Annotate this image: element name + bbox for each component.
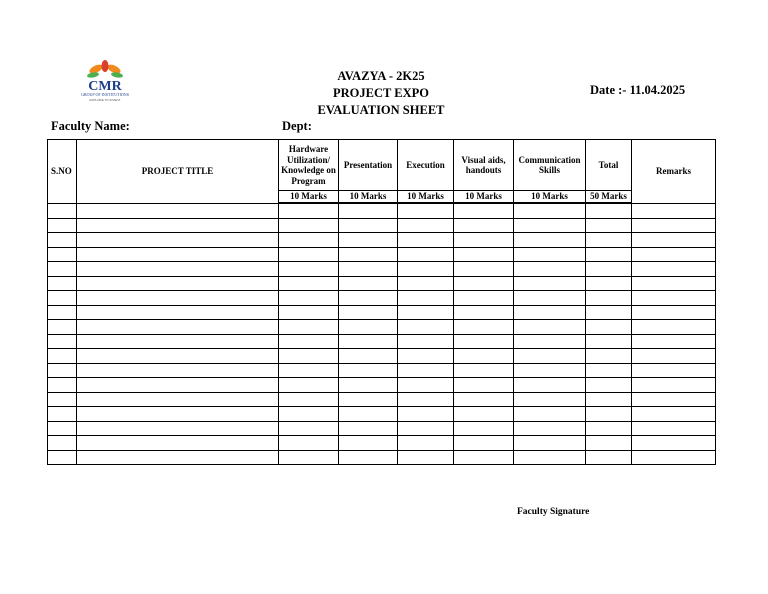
table-cell[interactable] bbox=[632, 276, 716, 291]
table-cell[interactable] bbox=[48, 363, 77, 378]
table-cell[interactable] bbox=[339, 218, 398, 233]
table-cell[interactable] bbox=[48, 233, 77, 248]
table-cell[interactable] bbox=[77, 349, 279, 364]
table-cell[interactable] bbox=[339, 233, 398, 248]
table-cell[interactable] bbox=[279, 233, 339, 248]
table-cell[interactable] bbox=[339, 363, 398, 378]
table-cell[interactable] bbox=[514, 363, 586, 378]
table-cell[interactable] bbox=[514, 276, 586, 291]
table-cell[interactable] bbox=[632, 320, 716, 335]
table-cell[interactable] bbox=[279, 392, 339, 407]
table-cell[interactable] bbox=[514, 392, 586, 407]
table-cell[interactable] bbox=[398, 407, 454, 422]
table-cell[interactable] bbox=[586, 247, 632, 262]
marks-hardware: 10 Marks bbox=[279, 191, 339, 204]
table-cell[interactable] bbox=[339, 450, 398, 465]
sheet-title bbox=[300, 68, 462, 119]
table-cell[interactable] bbox=[586, 218, 632, 233]
evaluation-table bbox=[47, 139, 716, 465]
table-cell[interactable] bbox=[632, 233, 716, 248]
table-cell[interactable] bbox=[586, 407, 632, 422]
table-cell[interactable] bbox=[48, 450, 77, 465]
table-cell[interactable] bbox=[454, 378, 514, 393]
table-row bbox=[48, 276, 716, 291]
table-cell[interactable] bbox=[77, 291, 279, 306]
table-cell[interactable] bbox=[48, 334, 77, 349]
col-header-project-title: PROJECT TITLE bbox=[77, 140, 279, 204]
table-cell[interactable] bbox=[454, 436, 514, 451]
logo-subtitle: GROUP OF INSTITUTIONS bbox=[81, 92, 129, 97]
table-cell[interactable] bbox=[339, 392, 398, 407]
table-cell[interactable] bbox=[632, 363, 716, 378]
table-cell[interactable] bbox=[586, 450, 632, 465]
table-row bbox=[48, 291, 716, 306]
table-cell[interactable] bbox=[48, 421, 77, 436]
table-cell[interactable] bbox=[632, 421, 716, 436]
table-cell[interactable] bbox=[398, 305, 454, 320]
table-cell[interactable] bbox=[279, 349, 339, 364]
table-row bbox=[48, 262, 716, 277]
title-line-1: AVAZYA - 2K25 bbox=[337, 69, 425, 83]
table-cell[interactable] bbox=[398, 320, 454, 335]
table-cell[interactable] bbox=[586, 378, 632, 393]
table-cell[interactable] bbox=[632, 378, 716, 393]
table-row bbox=[48, 436, 716, 451]
table-cell[interactable] bbox=[279, 378, 339, 393]
table-cell[interactable] bbox=[454, 407, 514, 422]
table-cell[interactable] bbox=[398, 363, 454, 378]
table-cell[interactable] bbox=[279, 363, 339, 378]
col-header-sno: S.NO bbox=[48, 140, 77, 204]
table-cell[interactable] bbox=[398, 349, 454, 364]
table-cell[interactable] bbox=[339, 421, 398, 436]
table-cell[interactable] bbox=[48, 247, 77, 262]
table-cell[interactable] bbox=[632, 305, 716, 320]
marks-presentation: 10 Marks bbox=[339, 191, 398, 204]
table-cell[interactable] bbox=[398, 421, 454, 436]
table-cell[interactable] bbox=[398, 203, 454, 218]
table-cell[interactable] bbox=[279, 320, 339, 335]
table-cell[interactable] bbox=[48, 218, 77, 233]
table-cell[interactable] bbox=[398, 450, 454, 465]
table-cell[interactable] bbox=[514, 305, 586, 320]
table-cell[interactable] bbox=[514, 203, 586, 218]
table-cell[interactable] bbox=[514, 320, 586, 335]
table-cell[interactable] bbox=[77, 218, 279, 233]
table-cell[interactable] bbox=[77, 450, 279, 465]
table-cell[interactable] bbox=[586, 421, 632, 436]
table-cell[interactable] bbox=[398, 334, 454, 349]
table-cell[interactable] bbox=[279, 305, 339, 320]
col-header-hardware: Hardware Utilization/ Knowledge on Program bbox=[279, 140, 339, 191]
col-header-presentation: Presentation bbox=[339, 140, 398, 191]
table-row bbox=[48, 407, 716, 422]
table-cell[interactable] bbox=[454, 276, 514, 291]
marks-total: 50 Marks bbox=[586, 191, 632, 204]
marks-visual-aids: 10 Marks bbox=[454, 191, 514, 204]
table-row bbox=[48, 349, 716, 364]
table-cell[interactable] bbox=[48, 320, 77, 335]
table-cell[interactable] bbox=[77, 233, 279, 248]
table-cell[interactable] bbox=[454, 450, 514, 465]
table-cell[interactable] bbox=[398, 218, 454, 233]
table-cell[interactable] bbox=[77, 436, 279, 451]
table-cell[interactable] bbox=[632, 203, 716, 218]
table-cell[interactable] bbox=[279, 334, 339, 349]
table-cell[interactable] bbox=[586, 349, 632, 364]
table-cell[interactable] bbox=[279, 262, 339, 277]
table-cell[interactable] bbox=[279, 450, 339, 465]
table-cell[interactable] bbox=[339, 349, 398, 364]
table-cell[interactable] bbox=[48, 262, 77, 277]
table-cell[interactable] bbox=[398, 262, 454, 277]
table-cell[interactable] bbox=[586, 276, 632, 291]
dept-label: Dept: bbox=[282, 119, 312, 133]
table-cell[interactable] bbox=[514, 247, 586, 262]
table-cell[interactable] bbox=[514, 334, 586, 349]
table-cell[interactable] bbox=[339, 203, 398, 218]
table-cell[interactable] bbox=[398, 247, 454, 262]
table-cell[interactable] bbox=[398, 291, 454, 306]
faculty-name-label: Faculty Name: bbox=[51, 119, 130, 133]
table-cell[interactable] bbox=[48, 378, 77, 393]
table-cell[interactable] bbox=[77, 247, 279, 262]
date-label: Date :- 11.04.2025 bbox=[590, 83, 686, 97]
table-cell[interactable] bbox=[279, 421, 339, 436]
header-row bbox=[48, 140, 716, 191]
title-line-3: EVALUATION SHEET bbox=[317, 103, 445, 117]
table-row bbox=[48, 378, 716, 393]
table-cell[interactable] bbox=[454, 320, 514, 335]
table-cell[interactable] bbox=[632, 407, 716, 422]
table-cell[interactable] bbox=[454, 363, 514, 378]
table-cell[interactable] bbox=[279, 203, 339, 218]
table-cell[interactable] bbox=[454, 392, 514, 407]
table-cell[interactable] bbox=[514, 349, 586, 364]
title-line-2: PROJECT EXPO bbox=[333, 86, 429, 100]
table-cell[interactable] bbox=[339, 305, 398, 320]
col-header-remarks: Remarks bbox=[632, 140, 716, 204]
table-cell[interactable] bbox=[77, 421, 279, 436]
table-cell[interactable] bbox=[48, 203, 77, 218]
table-cell[interactable] bbox=[77, 203, 279, 218]
table-cell[interactable] bbox=[514, 407, 586, 422]
table-cell[interactable] bbox=[632, 218, 716, 233]
table-cell[interactable] bbox=[339, 320, 398, 335]
faculty-signature-label: Faculty Signature bbox=[517, 507, 590, 517]
table-cell[interactable] bbox=[77, 320, 279, 335]
table-cell[interactable] bbox=[586, 305, 632, 320]
table-cell[interactable] bbox=[514, 450, 586, 465]
table-cell[interactable] bbox=[586, 392, 632, 407]
table-cell[interactable] bbox=[454, 262, 514, 277]
table-cell[interactable] bbox=[632, 450, 716, 465]
table-cell[interactable] bbox=[586, 334, 632, 349]
table-cell[interactable] bbox=[632, 436, 716, 451]
table-cell[interactable] bbox=[279, 291, 339, 306]
table-cell[interactable] bbox=[514, 291, 586, 306]
table-cell[interactable] bbox=[48, 305, 77, 320]
col-header-visual-aids: Visual aids, handouts bbox=[454, 140, 514, 191]
col-header-execution: Execution bbox=[398, 140, 454, 191]
table-cell[interactable] bbox=[77, 392, 279, 407]
marks-communication: 10 Marks bbox=[514, 191, 586, 204]
logo-text: CMR bbox=[88, 79, 122, 94]
table-row bbox=[48, 320, 716, 335]
table-cell[interactable] bbox=[398, 276, 454, 291]
table-cell[interactable] bbox=[77, 305, 279, 320]
table-cell[interactable] bbox=[279, 407, 339, 422]
table-cell[interactable] bbox=[48, 436, 77, 451]
table-cell[interactable] bbox=[77, 407, 279, 422]
table-cell[interactable] bbox=[398, 436, 454, 451]
table-cell[interactable] bbox=[279, 247, 339, 262]
table-cell[interactable] bbox=[454, 334, 514, 349]
table-cell[interactable] bbox=[279, 276, 339, 291]
table-cell[interactable] bbox=[339, 436, 398, 451]
table-cell[interactable] bbox=[339, 378, 398, 393]
table-cell[interactable] bbox=[77, 276, 279, 291]
marks-execution: 10 Marks bbox=[398, 191, 454, 204]
table-row bbox=[48, 421, 716, 436]
table-cell[interactable] bbox=[454, 349, 514, 364]
table-cell[interactable] bbox=[454, 247, 514, 262]
table-cell[interactable] bbox=[632, 349, 716, 364]
table-cell[interactable] bbox=[514, 436, 586, 451]
table-cell[interactable] bbox=[48, 276, 77, 291]
table-cell[interactable] bbox=[339, 291, 398, 306]
table-row bbox=[48, 218, 716, 233]
table-row bbox=[48, 233, 716, 248]
table-cell[interactable] bbox=[339, 334, 398, 349]
table-cell[interactable] bbox=[339, 407, 398, 422]
table-cell[interactable] bbox=[586, 363, 632, 378]
table-cell[interactable] bbox=[514, 421, 586, 436]
table-cell[interactable] bbox=[586, 233, 632, 248]
table-cell[interactable] bbox=[77, 334, 279, 349]
table-cell[interactable] bbox=[586, 262, 632, 277]
table-cell[interactable] bbox=[48, 349, 77, 364]
table-cell[interactable] bbox=[77, 262, 279, 277]
table-cell[interactable] bbox=[632, 262, 716, 277]
table-cell[interactable] bbox=[454, 203, 514, 218]
table-cell[interactable] bbox=[398, 378, 454, 393]
col-header-total: Total bbox=[586, 140, 632, 191]
table-cell[interactable] bbox=[632, 334, 716, 349]
table-cell[interactable] bbox=[632, 291, 716, 306]
table-cell[interactable] bbox=[77, 363, 279, 378]
table-cell[interactable] bbox=[339, 247, 398, 262]
table-cell[interactable] bbox=[48, 407, 77, 422]
table-cell[interactable] bbox=[77, 378, 279, 393]
table-row bbox=[48, 203, 716, 218]
table-cell[interactable] bbox=[279, 436, 339, 451]
logo-emblem-icon bbox=[66, 60, 146, 104]
table-cell[interactable] bbox=[514, 262, 586, 277]
table-row bbox=[48, 450, 716, 465]
table-row bbox=[48, 334, 716, 349]
table-cell[interactable] bbox=[586, 291, 632, 306]
table-cell[interactable] bbox=[454, 421, 514, 436]
cmr-logo bbox=[66, 60, 146, 104]
table-cell[interactable] bbox=[454, 291, 514, 306]
table-cell[interactable] bbox=[339, 262, 398, 277]
table-cell[interactable] bbox=[514, 378, 586, 393]
table-cell[interactable] bbox=[339, 276, 398, 291]
table-row bbox=[48, 363, 716, 378]
table-cell[interactable] bbox=[514, 233, 586, 248]
table-cell[interactable] bbox=[398, 392, 454, 407]
table-cell[interactable] bbox=[632, 247, 716, 262]
table-row bbox=[48, 247, 716, 262]
table-cell[interactable] bbox=[398, 233, 454, 248]
table-cell[interactable] bbox=[586, 436, 632, 451]
table-row bbox=[48, 392, 716, 407]
table-cell[interactable] bbox=[632, 392, 716, 407]
table-cell[interactable] bbox=[48, 291, 77, 306]
col-header-communication: Communication Skills bbox=[514, 140, 586, 191]
table-cell[interactable] bbox=[586, 203, 632, 218]
table-cell[interactable] bbox=[454, 233, 514, 248]
table-cell[interactable] bbox=[454, 218, 514, 233]
table-cell[interactable] bbox=[454, 305, 514, 320]
table-cell[interactable] bbox=[586, 320, 632, 335]
table-cell[interactable] bbox=[279, 218, 339, 233]
table-cell[interactable] bbox=[514, 218, 586, 233]
logo-tagline: EXPLORE TO INVENT bbox=[89, 98, 121, 102]
table-row bbox=[48, 305, 716, 320]
table-cell[interactable] bbox=[48, 392, 77, 407]
